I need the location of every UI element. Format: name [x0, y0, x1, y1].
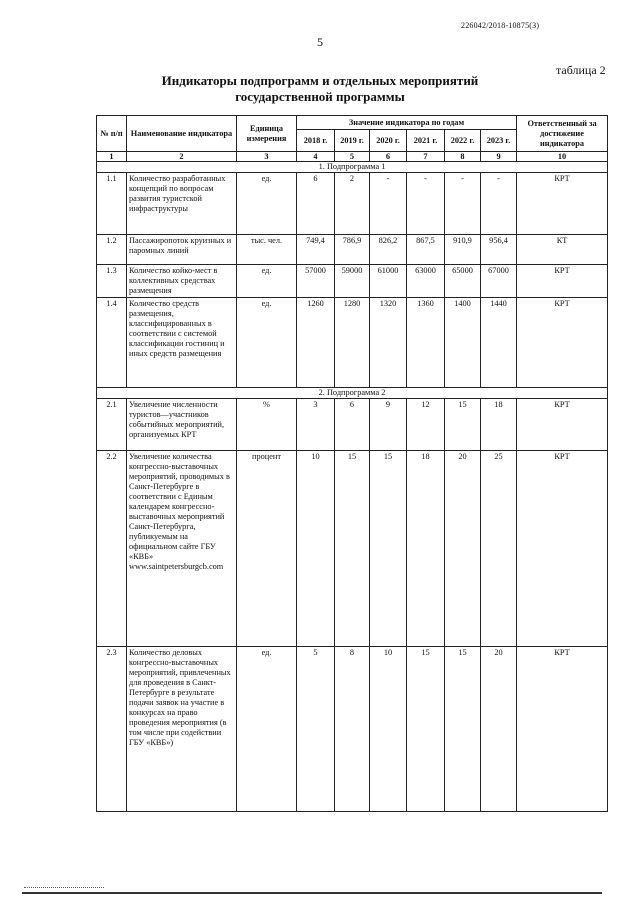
- value-cell: 1360: [407, 298, 445, 388]
- value-cell: 15: [370, 451, 407, 647]
- value-cell: 6: [297, 173, 335, 235]
- value-cell: 956,4: [481, 235, 517, 265]
- value-cell: 6: [335, 399, 370, 451]
- title-line-2: государственной программы: [235, 89, 405, 104]
- table-row: [97, 265, 608, 298]
- column-number: 2: [127, 152, 237, 162]
- row-number: 1.2: [97, 235, 127, 265]
- value-cell: 786,9: [335, 235, 370, 265]
- value-cell: -: [481, 173, 517, 235]
- value-cell: 826,2: [370, 235, 407, 265]
- header-responsible: Ответственный за достижение индикатора: [517, 116, 608, 152]
- column-number: 10: [517, 152, 608, 162]
- value-cell: -: [370, 173, 407, 235]
- page-title: [0, 73, 640, 105]
- row-number: 1.3: [97, 265, 127, 298]
- value-cell: 25: [481, 451, 517, 647]
- value-cell: 15: [407, 647, 445, 812]
- column-number: 6: [370, 152, 407, 162]
- scan-mark: [24, 887, 104, 891]
- value-cell: 3: [297, 399, 335, 451]
- value-cell: 749,4: [297, 235, 335, 265]
- column-number: 4: [297, 152, 335, 162]
- responsible-cell: КРТ: [517, 647, 608, 812]
- indicator-name: Количество средств размещения, классифицированных в соответствии с системой классификации гостиниц и иных средств размещения: [127, 298, 237, 388]
- indicator-name: Количество койко-мест в коллективных средствах размещения: [127, 265, 237, 298]
- responsible-cell: КРТ: [517, 265, 608, 298]
- header-year: 2021 г.: [407, 130, 445, 152]
- responsible-cell: КРТ: [517, 451, 608, 647]
- section-title: 2. Подпрограмма 2: [97, 388, 608, 399]
- column-number: 8: [445, 152, 481, 162]
- value-cell: 1280: [335, 298, 370, 388]
- unit-cell: ед.: [237, 647, 297, 812]
- responsible-cell: КРТ: [517, 298, 608, 388]
- header-name: Наименование индикатора: [127, 116, 237, 152]
- value-cell: 1320: [370, 298, 407, 388]
- table-row: [97, 647, 608, 812]
- header-values-group: Значение индикатора по годам: [297, 116, 517, 130]
- value-cell: 59000: [335, 265, 370, 298]
- value-cell: 867,5: [407, 235, 445, 265]
- table-label: таблица 2: [556, 63, 606, 77]
- section-title: 1. Подпрограмма 1: [97, 162, 608, 173]
- table-row: [97, 173, 608, 235]
- indicator-name: Количество разработанных концепций по вопросам развития туристской инфраструктуры: [127, 173, 237, 235]
- value-cell: 18: [407, 451, 445, 647]
- value-cell: 18: [481, 399, 517, 451]
- column-number: 7: [407, 152, 445, 162]
- table-row: [97, 399, 608, 451]
- value-cell: 15: [445, 399, 481, 451]
- value-cell: 910,9: [445, 235, 481, 265]
- unit-cell: ед.: [237, 173, 297, 235]
- responsible-cell: КРТ: [517, 173, 608, 235]
- header-year: 2023 г.: [481, 130, 517, 152]
- indicator-name: Увеличение количества конгрессно-выставочных мероприятий, проводимых в Санкт-Петербурге в соответствии с Единым календарем конгрессно-выставочных мероприятий Санкт-Петербурга, публикуемым на официальном сайте ГБУ «КВБ» www.saintpetersburgcb.com: [127, 451, 237, 647]
- page-bottom-rule: [22, 892, 602, 894]
- value-cell: 12: [407, 399, 445, 451]
- value-cell: 15: [335, 451, 370, 647]
- table-row: [97, 235, 608, 265]
- value-cell: 61000: [370, 265, 407, 298]
- row-number: 2.1: [97, 399, 127, 451]
- unit-cell: ед.: [237, 298, 297, 388]
- indicators-table: [96, 115, 608, 812]
- value-cell: 67000: [481, 265, 517, 298]
- document-id: 226042/2018-10875(3): [461, 21, 540, 30]
- value-cell: -: [445, 173, 481, 235]
- indicator-name: Увеличение численности туристов—участников событийных мероприятий, организуемых КРТ: [127, 399, 237, 451]
- column-number: 3: [237, 152, 297, 162]
- value-cell: 10: [370, 647, 407, 812]
- row-number: 2.3: [97, 647, 127, 812]
- indicator-name: Пассажиропоток круизных и паромных линий: [127, 235, 237, 265]
- responsible-cell: КРТ: [517, 399, 608, 451]
- value-cell: 20: [445, 451, 481, 647]
- row-number: 1.1: [97, 173, 127, 235]
- row-number: 2.2: [97, 451, 127, 647]
- value-cell: 15: [445, 647, 481, 812]
- header-year: 2022 г.: [445, 130, 481, 152]
- table-row: [97, 451, 608, 647]
- value-cell: 65000: [445, 265, 481, 298]
- title-line-1: Индикаторы подпрограмм и отдельных мероприятий: [161, 73, 479, 88]
- header-num: № п/п: [97, 116, 127, 152]
- value-cell: 9: [370, 399, 407, 451]
- value-cell: 8: [335, 647, 370, 812]
- table-row: [97, 298, 608, 388]
- value-cell: 63000: [407, 265, 445, 298]
- value-cell: 20: [481, 647, 517, 812]
- column-number: 1: [97, 152, 127, 162]
- row-number: 1.4: [97, 298, 127, 388]
- header-year: 2020 г.: [370, 130, 407, 152]
- value-cell: -: [407, 173, 445, 235]
- value-cell: 10: [297, 451, 335, 647]
- header-unit: Единица измерения: [237, 116, 297, 152]
- unit-cell: тыс. чел.: [237, 235, 297, 265]
- value-cell: 5: [297, 647, 335, 812]
- value-cell: 57000: [297, 265, 335, 298]
- header-year: 2018 г.: [297, 130, 335, 152]
- value-cell: 1260: [297, 298, 335, 388]
- column-number: 9: [481, 152, 517, 162]
- page-number: 5: [317, 35, 323, 49]
- unit-cell: процент: [237, 451, 297, 647]
- unit-cell: ед.: [237, 265, 297, 298]
- value-cell: 1400: [445, 298, 481, 388]
- value-cell: 1440: [481, 298, 517, 388]
- header-year: 2019 г.: [335, 130, 370, 152]
- responsible-cell: КТ: [517, 235, 608, 265]
- value-cell: 2: [335, 173, 370, 235]
- indicator-name: Количество деловых конгрессно-выставочных мероприятий, привлеченных для проведения в Санкт-Петербурге в результате подачи заявок на участие в конкурсах на право проведения мероприятия (в том числе при содействии ГБУ «КВБ»): [127, 647, 237, 812]
- unit-cell: %: [237, 399, 297, 451]
- column-number: 5: [335, 152, 370, 162]
